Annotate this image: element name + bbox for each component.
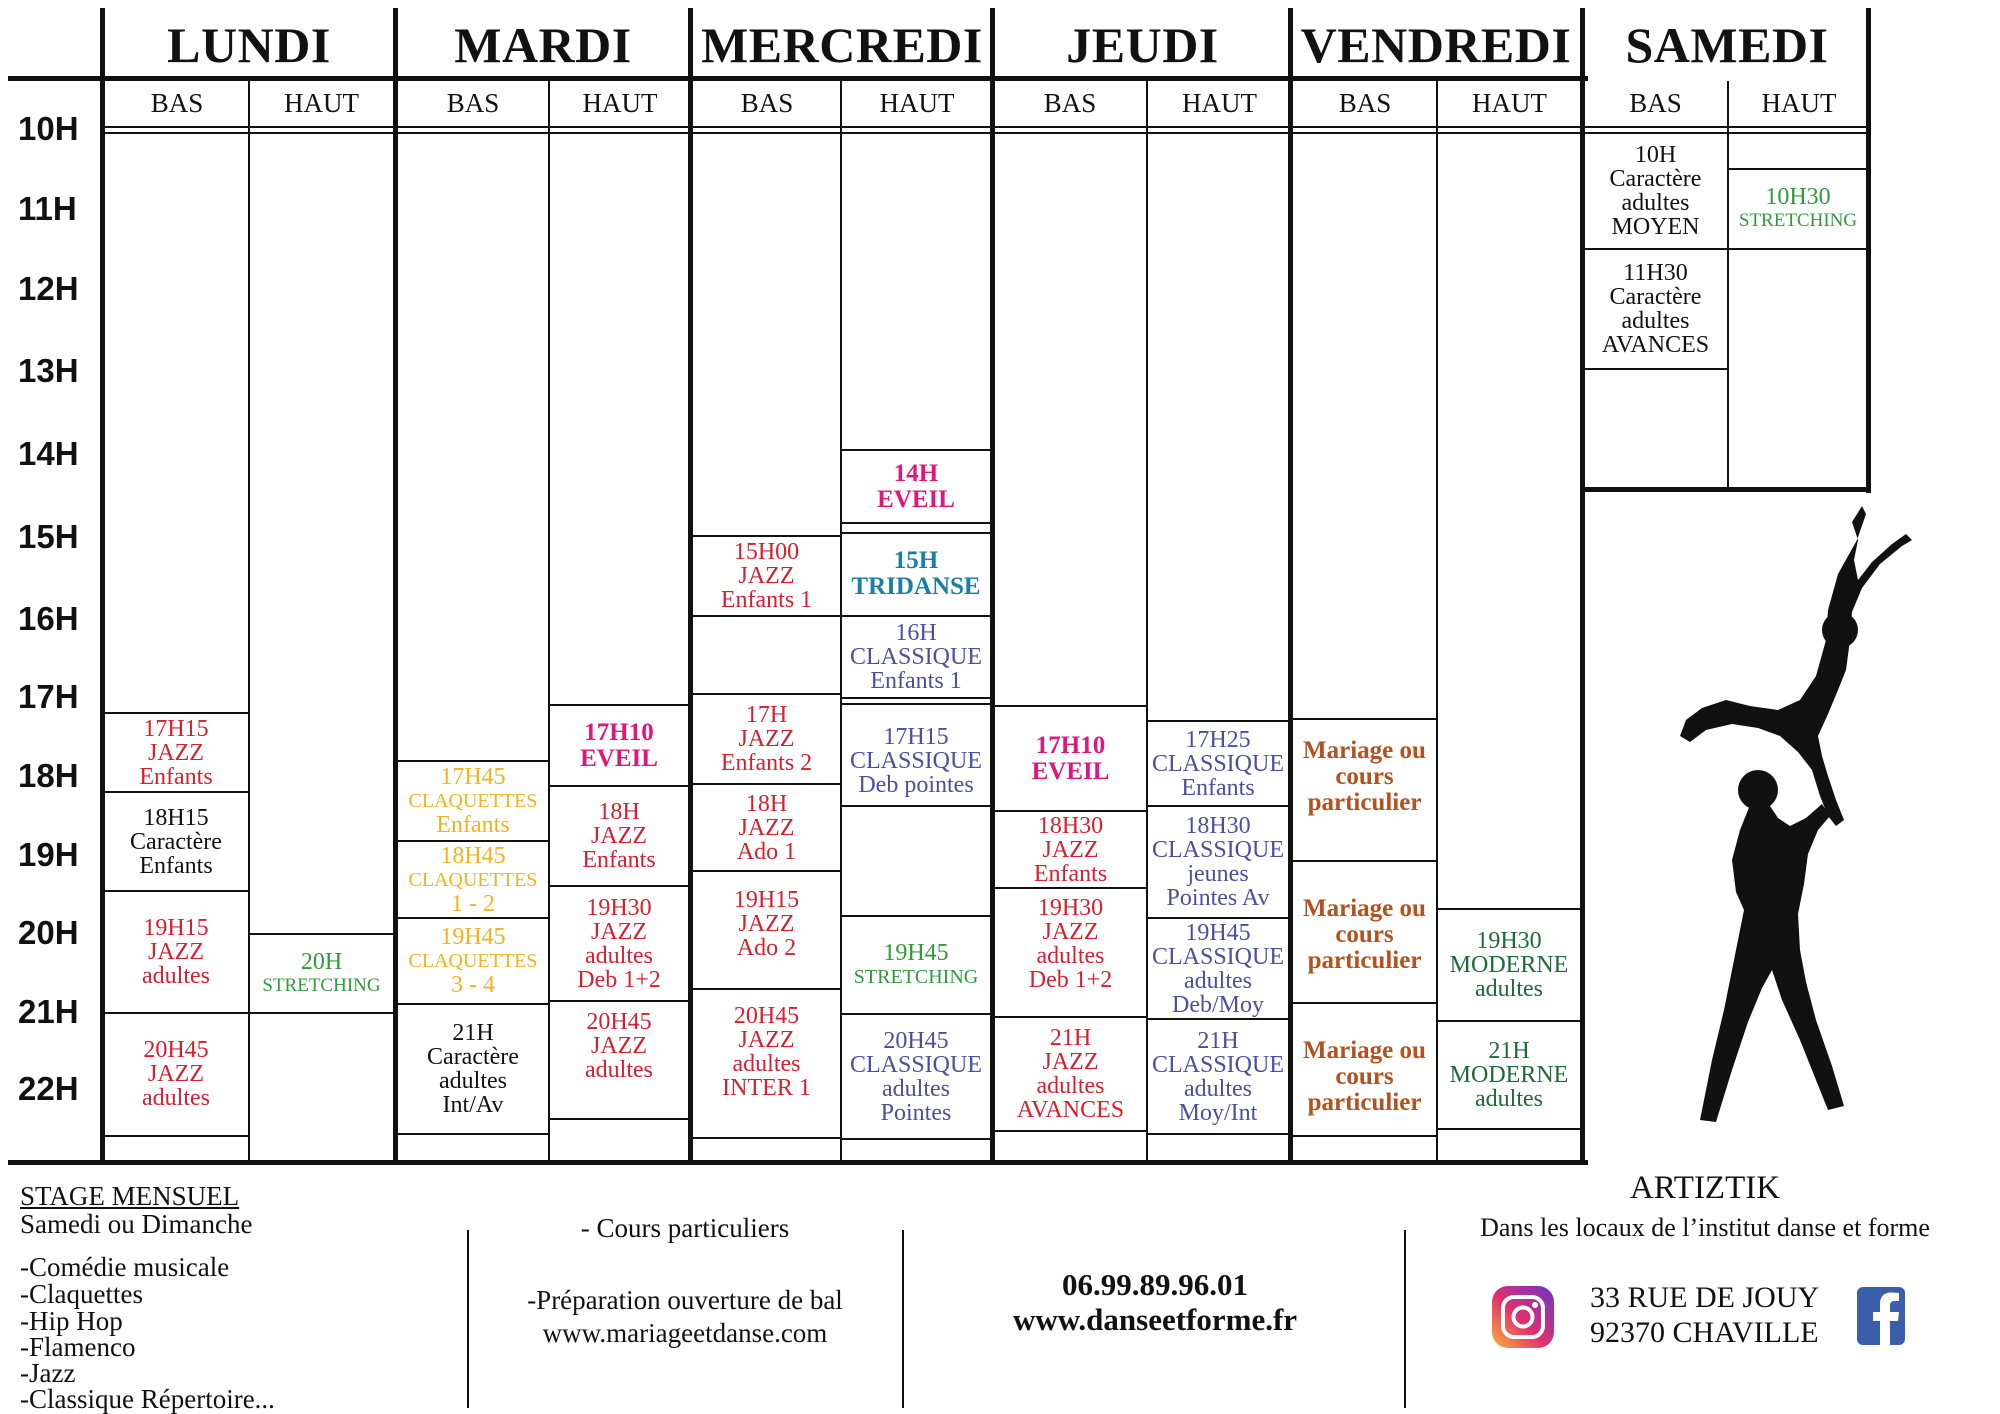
class-text: adultes <box>1475 976 1543 1002</box>
cell-separator <box>842 805 990 807</box>
dancers-silhouette <box>1640 500 1920 1150</box>
cell-separator <box>1729 248 1867 250</box>
grid-line <box>104 126 1581 128</box>
subheader-mercredi-bas: BAS <box>740 88 794 118</box>
class-cell <box>104 892 248 1012</box>
class-text: 15H <box>893 547 939 574</box>
grid-line <box>1584 126 1868 128</box>
stage-when: Samedi ou Dimanche <box>20 1209 253 1239</box>
class-text: JAZZ <box>738 911 795 937</box>
class-text: Caractère <box>130 828 222 855</box>
class-text: 19H45 <box>1185 919 1251 946</box>
class-text: CLASSIQUE <box>849 644 982 670</box>
class-text: adultes <box>142 1085 210 1111</box>
class-text: 19H15 <box>143 915 209 941</box>
class-cell <box>842 534 990 614</box>
class-text: adultes <box>1036 1073 1105 1099</box>
class-text: JAZZ <box>591 918 647 945</box>
class-text: 18H <box>745 790 788 817</box>
cell-separator <box>1438 1128 1580 1130</box>
class-text: 16H <box>895 620 937 646</box>
class-text: 18H30 <box>1185 813 1251 839</box>
class-cell <box>398 919 548 1003</box>
subheader-vendredi-haut: HAUT <box>1472 88 1547 118</box>
class-cell <box>550 1002 688 1090</box>
class-text: 18H15 <box>143 804 209 831</box>
class-cell <box>693 990 840 1110</box>
cell-separator <box>398 1133 548 1135</box>
grid-line <box>1580 487 1871 492</box>
class-text: adultes <box>1621 308 1690 334</box>
class-cell <box>995 1018 1146 1130</box>
class-text: 17H10 <box>584 718 654 746</box>
subheader-mardi-bas: BAS <box>446 88 500 118</box>
class-text: Pointes Av <box>1166 885 1270 911</box>
subheader-samedi-bas: BAS <box>1629 88 1682 118</box>
class-cell <box>1584 250 1727 368</box>
class-cell <box>104 1014 248 1134</box>
class-text: adultes <box>1184 1075 1252 1102</box>
stage-list-item: -Comédie musicale <box>20 1252 230 1282</box>
grid-line <box>1866 8 1871 493</box>
hour-label: 14H <box>18 435 79 472</box>
phone-number[interactable]: 06.99.89.96.01 <box>1062 1267 1248 1302</box>
class-text: Enfants <box>1033 860 1108 887</box>
class-text: Enfants <box>582 847 656 873</box>
class-text: 14H <box>893 459 939 487</box>
class-text: adultes <box>142 963 210 989</box>
class-text: INTER 1 <box>722 1075 811 1101</box>
class-cell <box>1293 720 1436 860</box>
class-text: CLASSIQUE <box>849 748 982 774</box>
cell-separator <box>842 522 990 524</box>
class-text: 17H15 <box>883 724 949 750</box>
class-text: Deb/Moy <box>1172 991 1264 1018</box>
class-text: Deb 1+2 <box>1028 967 1113 993</box>
cell-separator <box>693 615 840 617</box>
class-text: cours <box>1335 1063 1394 1090</box>
class-text: CLASSIQUE <box>1151 943 1284 970</box>
class-text: Caractère <box>1609 166 1702 192</box>
class-cell <box>398 1005 548 1133</box>
private-lessons: - Cours particuliers <box>580 1213 790 1243</box>
class-text: JAZZ <box>1042 1049 1099 1075</box>
class-cell <box>104 714 248 791</box>
class-text: 17H25 <box>1185 726 1251 753</box>
stage-list-item: -Flamenco <box>20 1332 136 1362</box>
class-text: Deb 1+2 <box>577 966 661 993</box>
class-text: STRETCHING <box>853 966 979 988</box>
subheader-mercredi-haut: HAUT <box>879 88 955 118</box>
class-cell <box>995 889 1146 999</box>
instagram-icon[interactable] <box>1492 1286 1554 1348</box>
hour-label: 12H <box>18 270 79 307</box>
class-text: adultes <box>585 1057 653 1083</box>
day-header-vendredi: VENDREDI <box>1300 17 1572 73</box>
cell-separator <box>1293 1135 1436 1137</box>
class-text: Enfants <box>139 763 213 790</box>
address-line1: 33 RUE DE JOUY <box>1590 1281 1820 1314</box>
subheader-lundi-bas: BAS <box>150 88 204 118</box>
class-text: CLAQUETTES <box>408 868 538 891</box>
class-text: 20H45 <box>586 1009 652 1035</box>
class-cell <box>104 793 248 890</box>
class-text: particulier <box>1307 789 1422 816</box>
subheader-lundi-haut: HAUT <box>284 88 359 118</box>
class-cell <box>1729 170 1867 248</box>
footer-divider <box>467 1230 469 1408</box>
class-cell <box>842 705 990 805</box>
class-cell <box>250 935 393 1012</box>
grid-line <box>104 132 1581 134</box>
cell-separator <box>104 1135 248 1137</box>
class-text: Caractère <box>427 1044 519 1070</box>
class-text: adultes <box>1621 190 1690 216</box>
class-text: 17H45 <box>440 764 506 790</box>
class-text: STRETCHING <box>1738 210 1858 231</box>
class-cell <box>550 787 688 885</box>
subheader-jeudi-bas: BAS <box>1043 88 1097 118</box>
class-text: 18H45 <box>440 842 506 869</box>
class-text: JAZZ <box>591 823 647 849</box>
class-text: 18H <box>598 799 640 825</box>
subheader-mardi-haut: HAUT <box>582 88 658 118</box>
class-text: Enfants <box>139 852 213 879</box>
hour-label: 16H <box>18 600 79 637</box>
class-text: 19H15 <box>733 887 800 913</box>
class-text: 19H45 <box>883 940 949 966</box>
class-text: 19H45 <box>440 924 506 950</box>
class-cell <box>842 917 990 1013</box>
grid-line <box>8 76 1588 81</box>
footer-divider <box>1404 1230 1406 1408</box>
class-text: JAZZ <box>591 1033 647 1059</box>
class-text: Enfants <box>436 812 510 838</box>
class-text: TRIDANSE <box>851 573 981 600</box>
hour-label: 11H <box>18 190 77 227</box>
class-text: 21H <box>1049 1025 1092 1051</box>
class-cell <box>1148 919 1288 1018</box>
class-cell <box>1438 1022 1580 1128</box>
class-text: 17H <box>745 702 788 728</box>
class-cell <box>693 695 840 783</box>
class-text: EVEIL <box>580 744 658 772</box>
class-text: EVEIL <box>877 485 955 513</box>
hour-label: 22H <box>18 1070 79 1107</box>
class-text: 17H15 <box>143 715 209 742</box>
stage-list-item: -Claquettes <box>20 1279 143 1309</box>
class-text: 3 - 4 <box>451 972 495 998</box>
class-text: adultes <box>882 1075 950 1102</box>
hour-label: 15H <box>18 518 79 555</box>
day-header-jeudi: JEUDI <box>1066 17 1219 73</box>
class-text: STRETCHING <box>262 974 381 996</box>
day-header-samedi: SAMEDI <box>1625 17 1829 73</box>
class-text: 18H30 <box>1037 812 1104 839</box>
class-text: particulier <box>1307 947 1422 974</box>
class-text: JAZZ <box>148 939 204 965</box>
class-text: adultes <box>585 942 653 969</box>
ball-website-link[interactable]: www.mariageetdanse.com <box>542 1318 828 1348</box>
class-text: 20H45 <box>143 1037 209 1063</box>
class-cell <box>398 762 548 840</box>
class-text: adultes <box>439 1068 507 1094</box>
class-text: 15H00 <box>733 539 800 565</box>
class-text: CLASSIQUE <box>1151 1051 1284 1078</box>
class-text: AVANCES <box>1601 332 1710 358</box>
class-text: Mariage ou <box>1303 737 1426 764</box>
class-text: 19H30 <box>1037 895 1104 921</box>
cell-separator <box>250 1012 393 1014</box>
cell-separator <box>995 1130 1146 1132</box>
cell-separator <box>1148 1133 1288 1135</box>
subheader-jeudi-haut: HAUT <box>1182 88 1257 118</box>
class-cell <box>1148 1020 1288 1133</box>
class-text: Caractère <box>1609 284 1702 310</box>
day-header-mercredi: MERCREDI <box>701 17 983 73</box>
class-cell <box>1438 910 1580 1020</box>
class-cell <box>550 706 688 785</box>
hour-label: 10H <box>18 110 79 147</box>
class-text: 17H10 <box>1035 731 1106 759</box>
class-text: 21H <box>1197 1027 1239 1054</box>
hour-label: 21H <box>18 993 79 1030</box>
class-text: Ado 2 <box>736 935 797 961</box>
class-text: JAZZ <box>148 1061 204 1087</box>
class-text: 19H30 <box>586 894 652 921</box>
class-text: Enfants 1 <box>870 668 962 694</box>
class-text: 21H <box>1488 1038 1530 1064</box>
class-text: CLASSIQUE <box>1151 837 1284 863</box>
subheader-vendredi-bas: BAS <box>1338 88 1392 118</box>
class-text: cours <box>1335 921 1394 948</box>
cell-separator <box>550 1118 688 1120</box>
class-text: 20H <box>300 948 343 975</box>
class-text: MOYEN <box>1611 214 1700 240</box>
class-text: particulier <box>1307 1089 1422 1116</box>
hour-label: 13H <box>18 352 79 389</box>
class-cell <box>842 617 990 697</box>
hour-label: 17H <box>18 678 79 715</box>
class-text: 20H45 <box>883 1027 949 1054</box>
class-text: 20H45 <box>733 1003 800 1029</box>
class-text: JAZZ <box>1042 836 1099 863</box>
class-cell <box>842 451 990 522</box>
cell-separator <box>693 1137 840 1139</box>
cell-separator <box>842 697 990 699</box>
class-text: JAZZ <box>148 739 204 766</box>
hour-label: 20H <box>18 914 79 951</box>
class-cell <box>1293 862 1436 1002</box>
class-cell <box>995 707 1146 810</box>
class-text: jeunes <box>1187 861 1249 887</box>
class-text: AVANCES <box>1016 1097 1125 1123</box>
class-text: adultes <box>1475 1086 1543 1112</box>
class-text: JAZZ <box>738 814 795 841</box>
class-cell <box>550 887 688 1000</box>
class-text: JAZZ <box>738 1027 795 1053</box>
class-text: adultes <box>1036 943 1105 969</box>
class-text: CLAQUETTES <box>408 790 538 812</box>
brand-name: ARTIZTIK <box>1629 1170 1781 1206</box>
class-text: 21H <box>452 1020 494 1046</box>
class-text: CLASSIQUE <box>1151 750 1284 777</box>
class-text: JAZZ <box>738 563 795 589</box>
class-text: 10H30 <box>1765 184 1831 210</box>
class-text: Enfants <box>1181 774 1255 801</box>
class-text: Mariage ou <box>1303 895 1426 922</box>
class-cell <box>693 785 840 870</box>
class-text: 19H30 <box>1476 928 1542 954</box>
cell-separator <box>842 1138 990 1140</box>
class-text: adultes <box>732 1051 801 1077</box>
class-cell <box>842 1015 990 1138</box>
class-cell <box>398 842 548 917</box>
ball-preparation: -Préparation ouverture de bal <box>527 1285 843 1315</box>
class-cell <box>1293 1004 1436 1135</box>
class-text: adultes <box>1184 967 1252 994</box>
footer-divider <box>902 1230 904 1408</box>
brand-subtitle: Dans les locaux de l’institut danse et forme <box>1480 1213 1930 1242</box>
class-text: JAZZ <box>1042 919 1099 945</box>
hour-label: 19H <box>18 836 79 873</box>
class-text: Enfants 1 <box>720 587 813 613</box>
class-text: Enfants 2 <box>720 750 813 776</box>
class-text: Int/Av <box>442 1092 504 1118</box>
class-text: JAZZ <box>738 726 795 752</box>
grid-line <box>8 1160 1588 1165</box>
class-text: 10H <box>1634 142 1677 168</box>
class-text: MODERNE <box>1449 1062 1569 1088</box>
day-header-lundi: LUNDI <box>167 17 331 73</box>
stage-list-item: -Classique Répertoire... <box>20 1384 275 1414</box>
grid-line <box>1727 81 1729 489</box>
class-text: Ado 1 <box>736 838 797 865</box>
class-cell <box>1148 807 1288 917</box>
class-text: CLAQUETTES <box>408 950 538 972</box>
class-text: Moy/Int <box>1178 1099 1258 1126</box>
class-cell <box>693 537 840 615</box>
class-cell <box>995 812 1146 887</box>
hour-label: 18H <box>18 757 79 794</box>
cell-separator <box>1584 368 1727 370</box>
class-cell <box>693 872 840 962</box>
class-text: 11H30 <box>1623 260 1688 286</box>
stage-title: STAGE MENSUEL <box>20 1181 240 1211</box>
class-text: EVEIL <box>1031 757 1110 785</box>
address-line2: 92370 CHAVILLE <box>1590 1316 1819 1349</box>
class-text: MODERNE <box>1449 952 1569 978</box>
class-text: cours <box>1335 763 1394 790</box>
subheader-samedi-haut: HAUT <box>1761 88 1837 118</box>
class-cell <box>1584 134 1727 248</box>
stage-list-item: -Jazz <box>20 1358 76 1388</box>
class-text: Mariage ou <box>1303 1037 1426 1064</box>
class-text: Deb pointes <box>858 772 974 798</box>
class-text: CLASSIQUE <box>849 1051 982 1078</box>
facebook-icon[interactable] <box>1857 1287 1905 1345</box>
website-link[interactable]: www.danseetforme.fr <box>1012 1302 1298 1337</box>
stage-list-item: -Hip Hop <box>20 1306 123 1336</box>
class-cell <box>1148 722 1288 805</box>
day-header-mardi: MARDI <box>454 17 632 73</box>
class-text: Pointes <box>880 1099 952 1126</box>
class-text: 1 - 2 <box>451 890 495 917</box>
